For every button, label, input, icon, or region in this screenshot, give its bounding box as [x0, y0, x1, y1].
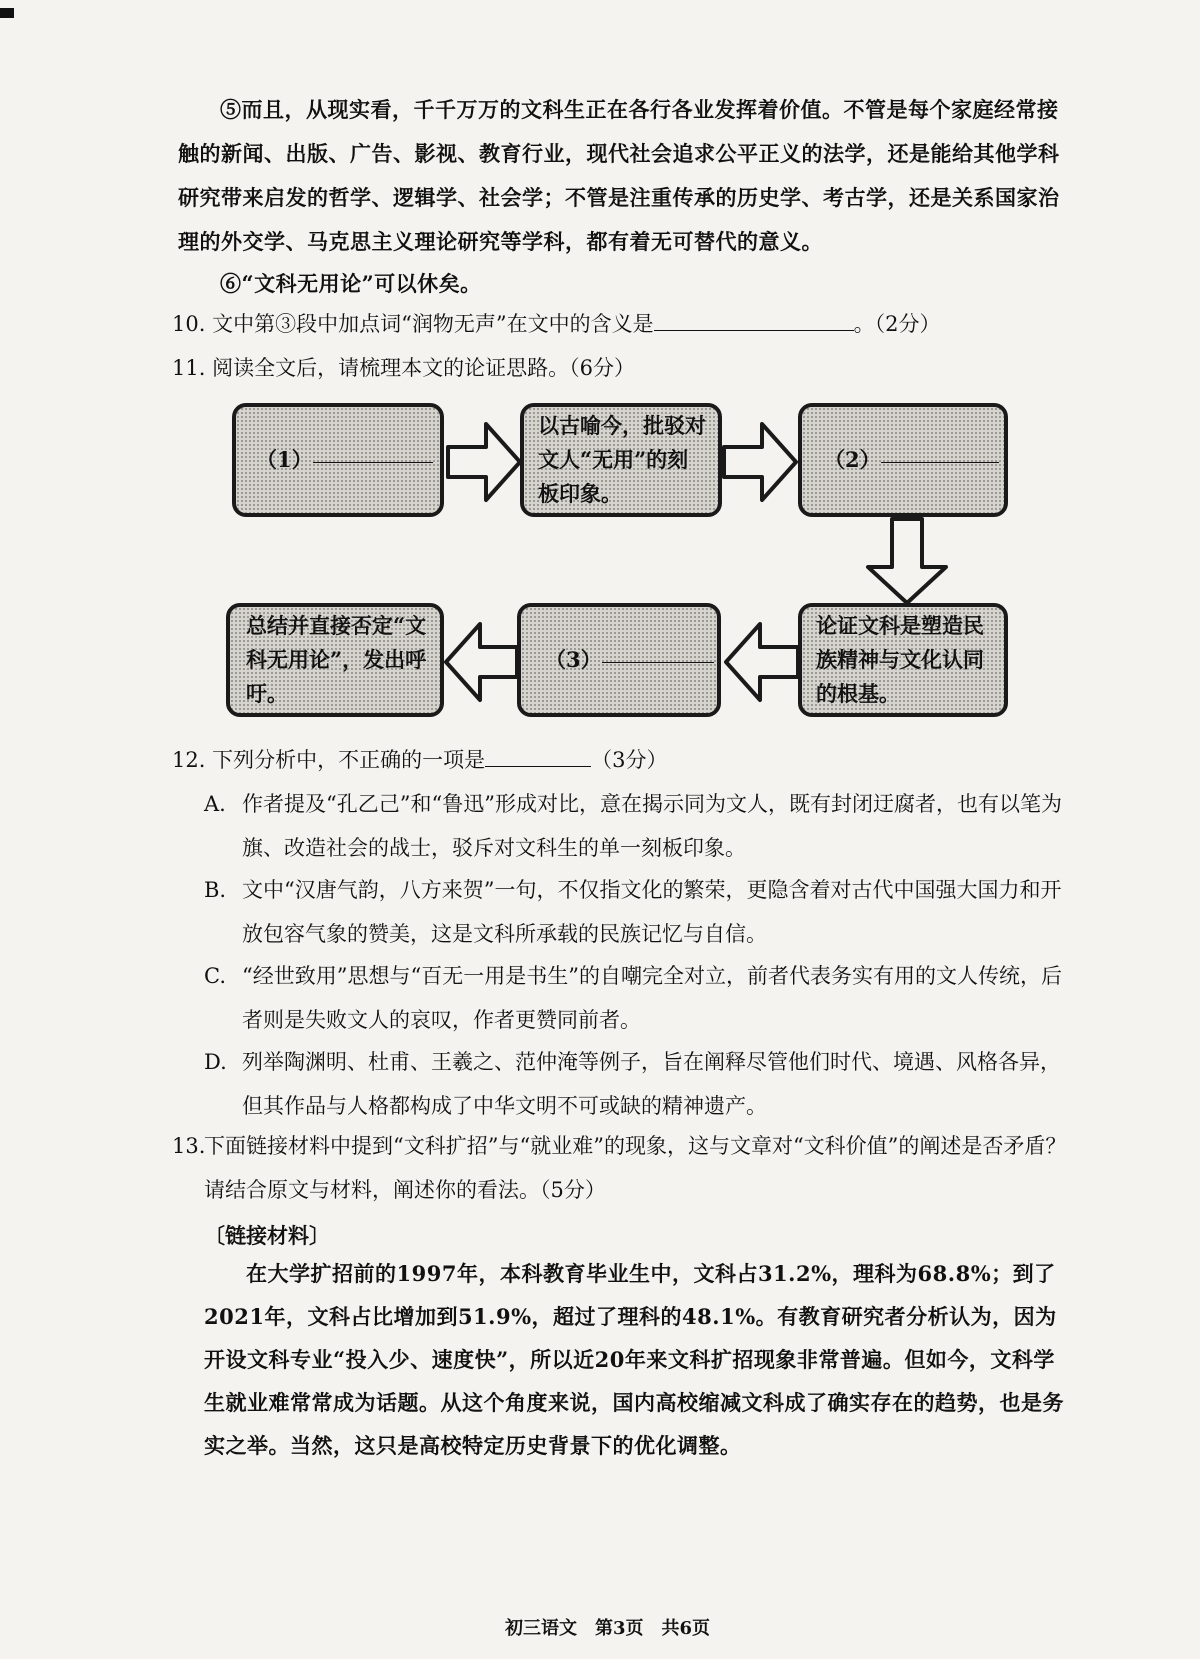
answer-blank[interactable] — [654, 326, 854, 331]
flow-box-4 — [798, 603, 1008, 717]
option-d[interactable] — [204, 1040, 1064, 1128]
flow-box-3[interactable] — [798, 403, 1008, 517]
question-10 — [172, 302, 1072, 346]
flow-box-text: 总结并直接否定“文科无用论”，发出呼吁。 — [246, 613, 427, 706]
option-key: C. — [204, 964, 226, 988]
passage-paragraph-6: ⑥“文科无用论”可以休矣。 — [220, 271, 482, 296]
flow-box-1[interactable] — [232, 403, 444, 517]
flow-box-label: （2） — [824, 447, 881, 472]
option-key: A. — [204, 792, 226, 816]
flow-box-6 — [226, 603, 444, 717]
question-text: 下面链接材料中提到“文科扩招”与“就业难”的现象，这与文章对“文科价值”的阐述是否矛盾？请结合原文与材料，阐述你的看法。（5分） — [204, 1134, 1067, 1202]
question-score: （3分） — [591, 748, 668, 772]
material-title: 〔链接材料〕 — [204, 1223, 330, 1248]
arrow-down — [868, 519, 946, 603]
arrow-right-1 — [448, 424, 520, 500]
question-13 — [172, 1124, 1072, 1212]
option-text: 作者提及“孔乙己”和“鲁迅”形成对比，意在揭示同为文人，既有封闭迂腐者，也有以笔为旗、改造社会的战士，驳斥对文科生的单一刻板印象。 — [242, 792, 1062, 860]
answer-blank[interactable] — [602, 658, 714, 663]
question-score: 。（2分） — [853, 312, 941, 336]
scan-corner-mark — [0, 8, 14, 18]
question-11 — [172, 346, 1072, 390]
question-number: 11. — [172, 356, 206, 380]
question-number: 10. — [172, 312, 206, 336]
arrow-left-1 — [726, 624, 798, 700]
question-12 — [172, 738, 1072, 782]
question-number: 13. — [172, 1134, 206, 1158]
option-c[interactable] — [204, 954, 1064, 1042]
material-text: 在大学扩招前的1997年，本科教育毕业生中，文科占31.2%，理科为68.8%；到了2021年，文科占比增加到51.9%，超过了理科的48.1%。有教育研究者分析认为，因为开设文科专业“投入少、速度快”，所以近20年来文科扩招现象非常普遍。但如今，文科学生就业难常常成为话题。从这个角度来说，国内高校缩减文科成了确实存在的趋势，也是务实之举。当然，这只是高校特定历史背景下的优化调整。 — [204, 1261, 1064, 1458]
page-footer: 初三语文 第3页 共6页 — [505, 1618, 711, 1639]
option-text: 文中“汉唐气韵，八方来贺”一句，不仅指文化的繁荣，更隐含着对古代中国强大国力和开放包容气象的赞美，这是文科所承载的民族记忆与自信。 — [242, 878, 1062, 946]
flow-box-2 — [520, 403, 722, 517]
answer-blank[interactable] — [313, 458, 433, 463]
question-text: 下列分析中，不正确的一项是 — [212, 748, 486, 772]
option-b[interactable] — [204, 868, 1064, 956]
answer-blank[interactable] — [881, 458, 999, 463]
option-a[interactable] — [204, 782, 1064, 870]
question-text: 阅读全文后，请梳理本文的论证思路。（6分） — [212, 356, 635, 380]
passage-paragraph-5: ⑤而且，从现实看，千千万万的文科生正在各行各业发挥着价值。不管是每个家庭经常接触的新闻、出版、广告、影视、教育行业，现代社会追求公平正义的法学，还是能给其他学科研究带来启发的哲学、逻辑学、社会学；不管是注重传承的历史学、考古学，还是关系国家治理的外交学、马克思主义理论研究等学科，都有着无可替代的意义。 — [178, 97, 1060, 254]
option-key: B. — [204, 878, 227, 902]
arrow-right-2 — [724, 424, 796, 500]
flow-box-5[interactable] — [517, 603, 721, 717]
flow-box-label: （3） — [545, 647, 602, 672]
option-key: D. — [204, 1050, 227, 1074]
question-number: 12. — [172, 748, 206, 772]
flow-box-label: （1） — [256, 447, 313, 472]
flow-box-text: 论证文科是塑造民族精神与文化认同的根基。 — [816, 613, 984, 706]
question-text: 文中第③段中加点词“润物无声”在文中的含义是 — [212, 312, 654, 336]
option-text: “经世致用”思想与“百无一用是书生”的自嘲完全对立，前者代表务实有用的文人传统，后者则是失败文人的哀叹，作者更赞同前者。 — [242, 964, 1062, 1032]
option-text: 列举陶渊明、杜甫、王羲之、范仲淹等例子，旨在阐释尽管他们时代、境遇、风格各异，但其作品与人格都构成了中华文明不可或缺的精神遗产。 — [242, 1050, 1061, 1118]
arrow-left-2 — [446, 624, 517, 700]
flow-box-text: 以古喻今，批驳对文人“无用”的刻板印象。 — [538, 413, 706, 506]
answer-blank[interactable] — [485, 762, 591, 767]
